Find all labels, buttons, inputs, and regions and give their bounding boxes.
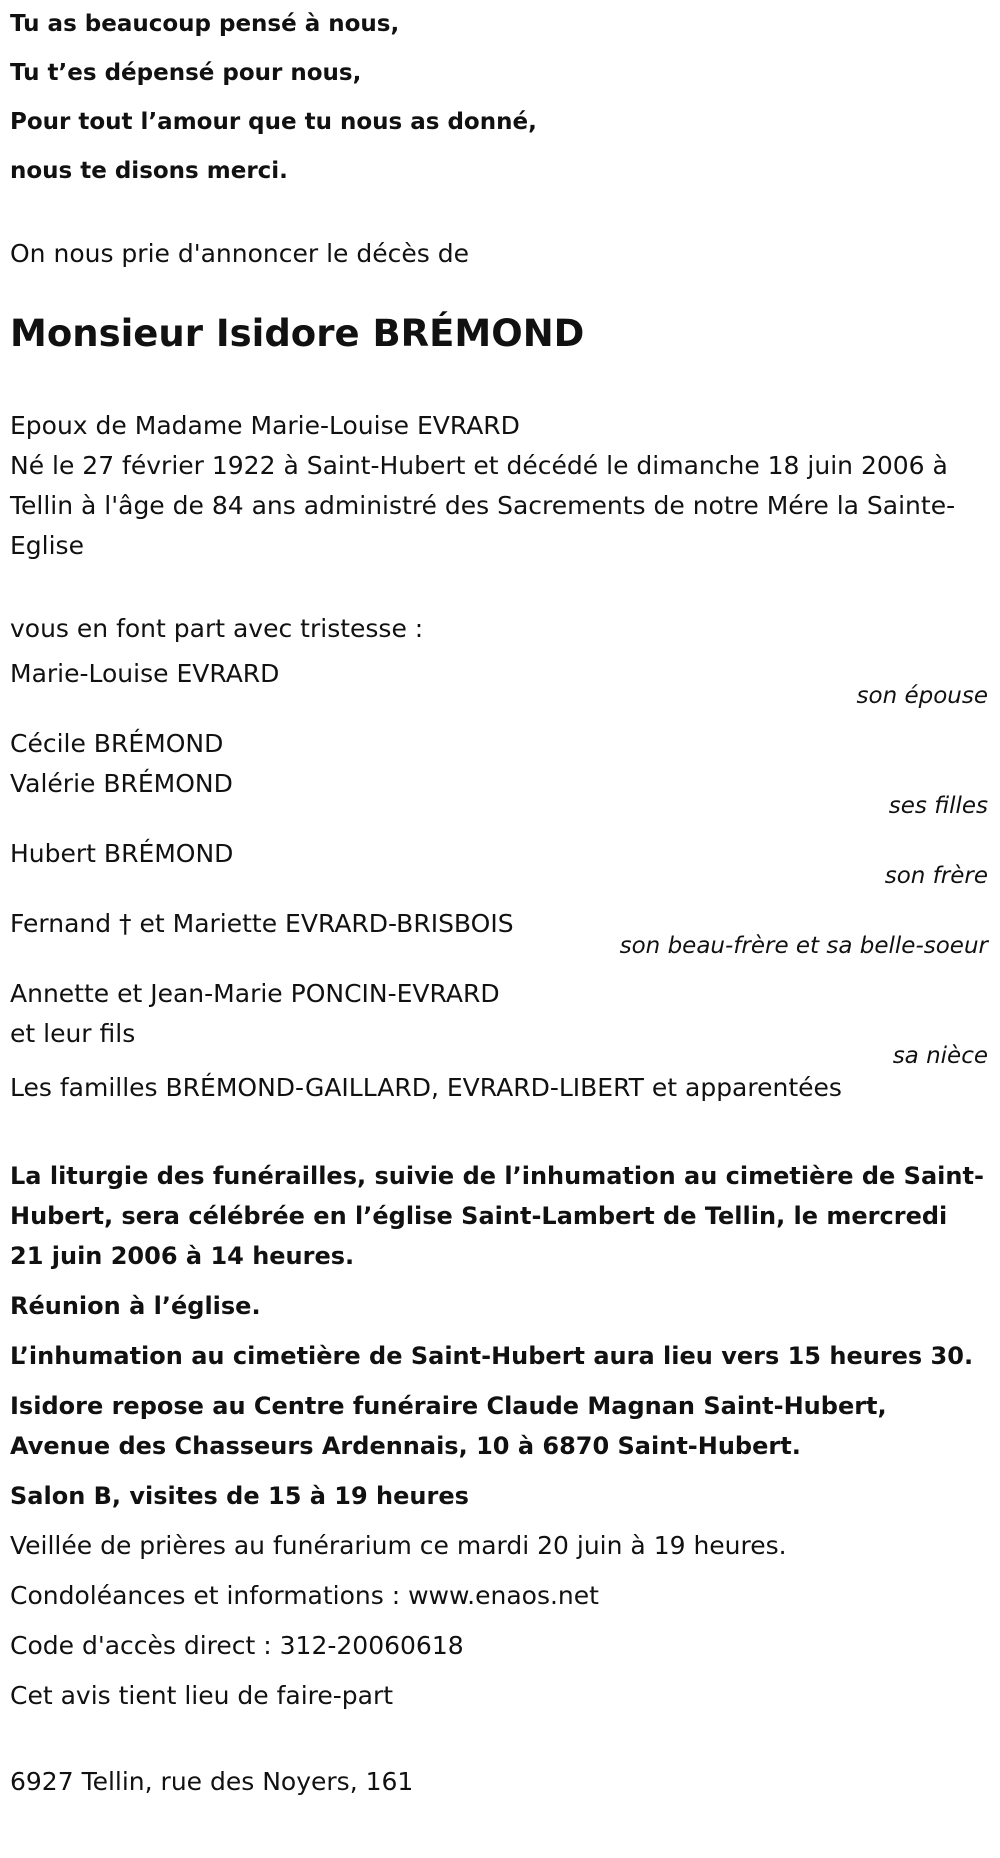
family-relation: son épouse — [856, 683, 988, 709]
family-entry — [10, 974, 988, 1076]
poem-line: Tu t’es dépensé pour nous, — [10, 60, 362, 86]
family-name: Hubert BRÉMOND — [10, 839, 234, 868]
intro-text: On nous prie d'annoncer le décès de — [10, 239, 469, 268]
salon-text: Salon B, visites de 15 à 19 heures — [10, 1482, 469, 1510]
biography — [10, 406, 988, 566]
burial-text: L’inhumation au cimetière de Saint-Hubert aura lieu vers 15 heures 30. — [10, 1342, 974, 1370]
family-entry — [10, 834, 988, 896]
poem-line: Pour tout l’amour que tu nous as donné, — [10, 109, 537, 135]
family-name: et leur fils — [10, 1019, 136, 1048]
family-relation: son frère — [884, 863, 988, 889]
spouse-line: Epoux de Madame Marie-Louise EVRARD — [10, 411, 520, 440]
family-relation: sa nièce — [892, 1043, 988, 1069]
family-name: Valérie BRÉMOND — [10, 769, 233, 798]
repose-text: Isidore repose au Centre funéraire Claude Magnan Saint-Hubert, Avenue des Chasseurs Ardennais, 10 à 6870 Saint-Hubert. — [10, 1392, 887, 1460]
announce-text: vous en font part avec tristesse : — [10, 614, 424, 643]
poem-line: nous te disons merci. — [10, 158, 288, 184]
extended-families: Les familles BRÉMOND-GAILLARD, EVRARD-LIBERT et apparentées — [10, 1073, 842, 1102]
poem — [10, 0, 988, 196]
vigil-text: Veillée de prières au funérarium ce mardi 20 juin à 19 heures. — [10, 1531, 787, 1560]
family-name: Annette et Jean-Marie PONCIN-EVRARD — [10, 979, 500, 1008]
deceased-name: Monsieur Isidore BRÉMOND — [10, 312, 585, 355]
funeral-details: La liturgie des funérailles, suivie de l’inhumation au cimetière de Saint-Hubert, sera célébrée en l’église Saint-Lambert de Tellin, le mercredi 21 juin 2006 à 14 heures. — [10, 1162, 984, 1270]
family-name: Fernand † et Mariette EVRARD-BRISBOIS — [10, 909, 514, 938]
condolences-text: Condoléances et informations : www.enaos.net — [10, 1581, 599, 1610]
birth-death-line: Né le 27 février 1922 à Saint-Hubert et décédé le dimanche 18 juin 2006 à Tellin à l'âge de 84 ans administré des Sacrements de notre Mére la Sainte-Eglise — [10, 451, 956, 560]
family-relation: son beau-frère et sa belle-soeur — [619, 933, 988, 959]
reunion-text: Réunion à l’église. — [10, 1292, 261, 1320]
family-entry — [10, 904, 988, 966]
notice-text: Cet avis tient lieu de faire-part — [10, 1681, 394, 1710]
address: 6927 Tellin, rue des Noyers, 161 — [10, 1767, 414, 1796]
family-name: Marie-Louise EVRARD — [10, 659, 280, 688]
family-entry — [10, 724, 988, 826]
family-entry — [10, 654, 988, 716]
poem-line: Tu as beaucoup pensé à nous, — [10, 11, 400, 37]
family-relation: ses filles — [888, 793, 988, 819]
access-code-text: Code d'accès direct : 312-20060618 — [10, 1631, 464, 1660]
family-list — [10, 654, 988, 1108]
family-name: Cécile BRÉMOND — [10, 729, 224, 758]
